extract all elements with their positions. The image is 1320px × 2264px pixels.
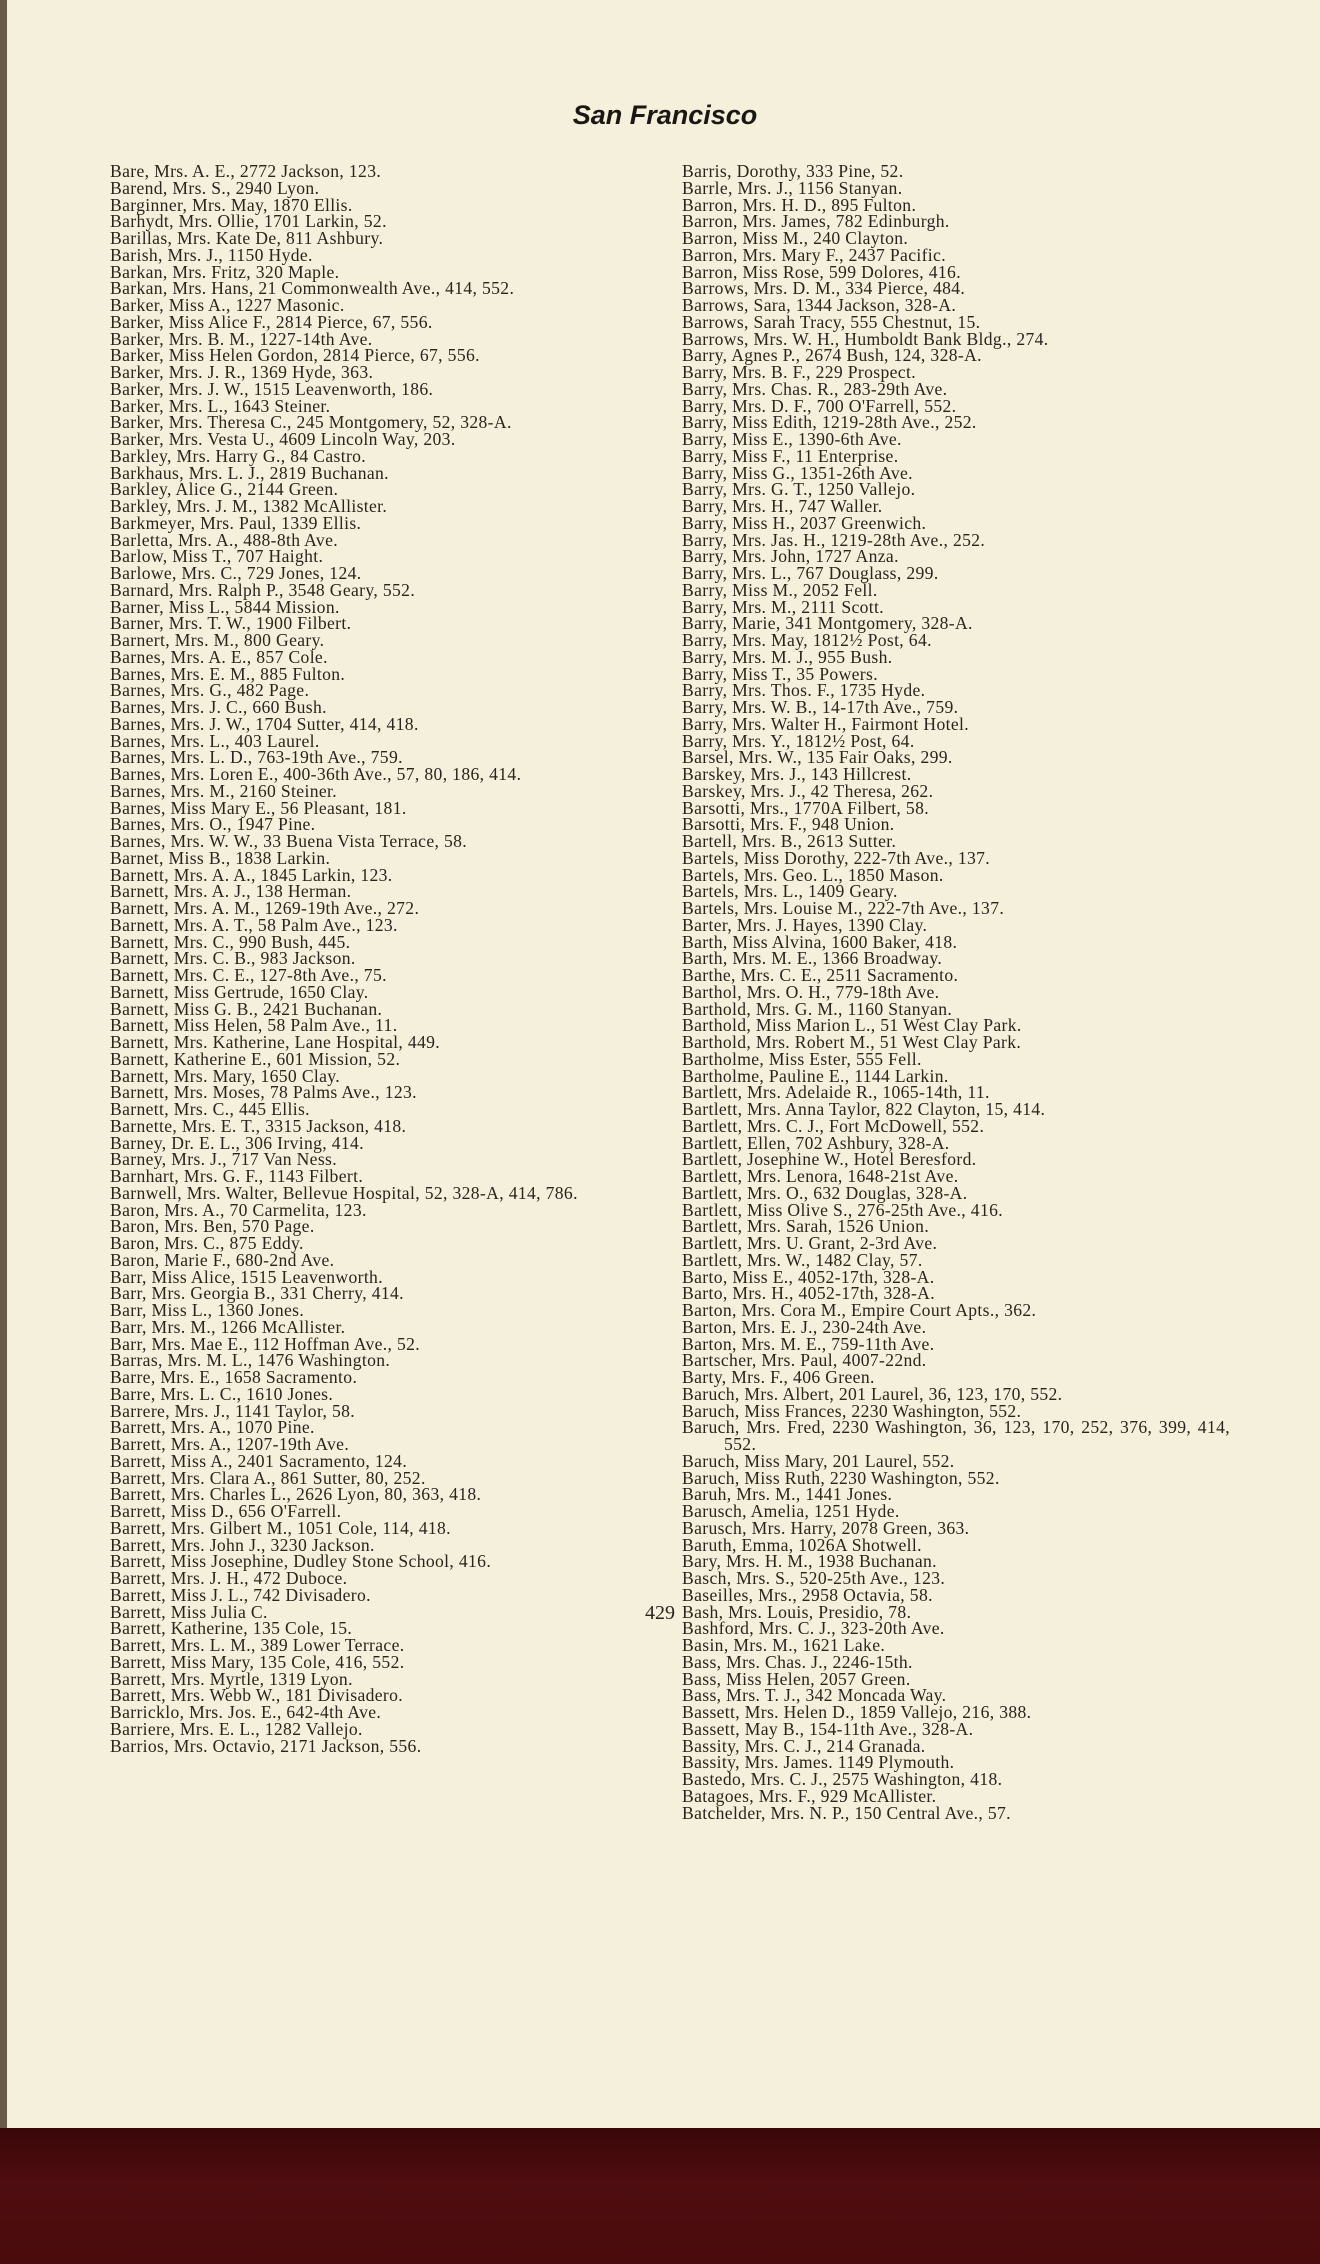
directory-entry: Barkan, Mrs. Hans, 21 Commonwealth Ave., 414, 552. <box>110 278 515 299</box>
directory-entry: Batchelder, Mrs. N. P., 150 Central Ave., 57. <box>682 1802 1011 1823</box>
directory-entry: Barnert, Mrs. M., 800 Geary. <box>110 630 325 650</box>
directory-entry: Bassett, Mrs. Helen D., 1859 Vallejo, 216, 388. <box>682 1702 1032 1722</box>
directory-entry: Bartlett, Mrs. Lenora, 1648-21st Ave. <box>682 1166 959 1186</box>
directory-entry: Barskey, Mrs. J., 42 Theresa, 262. <box>682 780 934 801</box>
directory-entry: Bartlett, Mrs. Adelaide R., 1065-14th, 11. <box>682 1082 990 1103</box>
directory-entry: Bartlett, Mrs. W., 1482 Clay, 57. <box>682 1249 923 1270</box>
page-number: 429 <box>645 1602 675 1624</box>
directory-entry: Bartlett, Miss Olive S., 276-25th Ave., 416. <box>682 1199 1003 1220</box>
directory-entry: Barrett, Katherine, 135 Cole, 15. <box>110 1618 353 1639</box>
directory-entry: Bartlett, Josephine W., Hotel Beresford. <box>682 1149 977 1170</box>
directory-entry: Barry, Mrs. W. B., 14-17th Ave., 759. <box>682 697 959 717</box>
directory-entry: Barnett, Mrs. C., 445 Ellis. <box>110 1099 310 1119</box>
directory-entry: Barnett, Mrs. A. M., 1269-19th Ave., 272. <box>110 898 420 918</box>
directory-entry: Barker, Mrs. B. M., 1227-14th Ave. <box>110 328 373 349</box>
directory-entry: Barron, Mrs. James, 782 Edinburgh. <box>682 211 950 232</box>
directory-entry: Barkley, Alice G., 2144 Green. <box>110 479 339 500</box>
directory-entry: Baruh, Mrs. M., 1441 Jones. <box>682 1484 893 1505</box>
directory-entry: Barkan, Mrs. Fritz, 320 Maple. <box>110 261 340 282</box>
directory-entry: Barr, Miss L., 1360 Jones. <box>110 1300 305 1320</box>
background-surface <box>0 2128 1320 2264</box>
directory-entry: Barnette, Mrs. E. T., 3315 Jackson, 418. <box>110 1115 407 1136</box>
directory-entry: Barthol, Mrs. O. H., 779-18th Ave. <box>682 981 940 1002</box>
directory-entry: Barris, Dorothy, 333 Pine, 52. <box>682 161 904 181</box>
directory-entry: Barnes, Mrs. Loren E., 400-36th Ave., 57, 80, 186, 414. <box>110 764 522 784</box>
directory-entry: Barrett, Miss Julia C. <box>110 1601 268 1622</box>
page-binding-edge <box>0 0 7 2128</box>
directory-entry: Barrett, Mrs. Clara A., 861 Sutter, 80, 252. <box>110 1467 426 1488</box>
directory-entry: Baruth, Emma, 1026A Shotwell. <box>682 1534 922 1555</box>
directory-entry: Barnes, Mrs. J. C., 660 Bush. <box>110 697 327 717</box>
directory-entry: Barrios, Mrs. Octavio, 2171 Jackson, 556. <box>110 1735 422 1756</box>
directory-entry: Bartlett, Mrs. C. J., Fort McDowell, 552. <box>682 1115 985 1136</box>
directory-entry: Barnes, Mrs. G., 482 Page. <box>110 680 310 701</box>
directory-entry: Barth, Miss Alvina, 1600 Baker, 418. <box>682 931 958 952</box>
directory-entry: Barnett, Mrs. C., 990 Bush, 445. <box>110 931 351 952</box>
directory-entry: Barr, Mrs. Georgia B., 331 Cherry, 414. <box>110 1283 404 1304</box>
directory-entry: Barry, Mrs. Y., 1812½ Post, 64. <box>682 730 915 751</box>
directory-entry: Barner, Mrs. T. W., 1900 Filbert. <box>110 613 352 634</box>
page-title: San Francisco <box>572 100 758 130</box>
directory-entry: Barlow, Miss T., 707 Haight. <box>110 546 324 567</box>
directory-entry: Barker, Miss Alice F., 2814 Pierce, 67, 556. <box>110 311 433 332</box>
directory-entry: Barron, Miss M., 240 Clayton. <box>682 228 909 248</box>
directory-entry: Barnes, Mrs. L., 403 Laurel. <box>110 730 320 751</box>
directory-entry: Barkley, Mrs. J. M., 1382 McAllister. <box>110 496 388 516</box>
directory-entry: Barry, Miss T., 35 Powers. <box>682 663 878 684</box>
directory-entry: Barker, Mrs. Theresa C., 245 Montgomery, 52, 328-A. <box>110 412 512 433</box>
directory-entry: Barnet, Miss B., 1838 Larkin. <box>110 847 331 868</box>
directory-entry: Barrett, Mrs. Myrtle, 1319 Lyon. <box>110 1668 353 1689</box>
directory-entry: Barron, Mrs. Mary F., 2437 Pacific. <box>682 244 946 265</box>
directory-entry: Barnett, Mrs. A. J., 138 Herman. <box>110 881 352 902</box>
directory-entry: Bashford, Mrs. C. J., 323-20th Ave. <box>682 1618 945 1639</box>
directory-entry: Barhydt, Mrs. Ollie, 1701 Larkin, 52. <box>110 211 387 232</box>
directory-entry: Barry, Mrs. M. J., 955 Bush. <box>682 646 893 667</box>
directory-entry: Barrows, Sara, 1344 Jackson, 328-A. <box>682 295 957 315</box>
directory-entry: Barry, Mrs. Thos. F., 1735 Hyde. <box>682 680 926 701</box>
directory-entry: Bartlett, Mrs. U. Grant, 2-3rd Ave. <box>682 1233 938 1253</box>
directory-entry: Bartlett, Mrs. Anna Taylor, 822 Clayton, 15, 414. <box>682 1099 1046 1119</box>
directory-entry: Barton, Mrs. Cora M., Empire Court Apts., 362. <box>682 1300 1037 1320</box>
directory-entry: Barto, Miss E., 4052-17th, 328-A. <box>682 1266 935 1287</box>
directory-entry: Barrett, Mrs. J. H., 472 Duboce. <box>110 1568 348 1588</box>
directory-entry: Barnett, Katherine E., 601 Mission, 52. <box>110 1048 401 1069</box>
directory-entry: Barrle, Mrs. J., 1156 Stanyan. <box>682 177 903 198</box>
directory-entry: Bastedo, Mrs. C. J., 2575 Washington, 418. <box>682 1769 1003 1789</box>
directory-entry: Barry, Mrs. May, 1812½ Post, 64. <box>682 630 932 650</box>
directory-entry: Barton, Mrs. M. E., 759-11th Ave. <box>682 1333 935 1354</box>
directory-entry: Barry, Mrs. H., 747 Waller. <box>682 496 883 516</box>
directory-entry: Barsotti, Mrs. F., 948 Union. <box>682 814 895 835</box>
directory-entry: Barend, Mrs. S., 2940 Lyon. <box>110 177 320 198</box>
directory-entry: Barry, Miss H., 2037 Greenwich. <box>682 512 927 533</box>
directory-entry: Barnes, Mrs. M., 2160 Steiner. <box>110 780 337 801</box>
directory-entry: Barth, Mrs. M. E., 1366 Broadway. <box>682 948 943 969</box>
directory-entry: Barkley, Mrs. Harry G., 84 Castro. <box>110 445 367 466</box>
directory-entry: Bartholme, Pauline E., 1144 Larkin. <box>682 1065 949 1086</box>
directory-entry: Barnett, Mrs. Katherine, Lane Hospital, 449. <box>110 1032 441 1052</box>
directory-entry: Basin, Mrs. M., 1621 Lake. <box>682 1635 886 1655</box>
directory-entry: Barnett, Mrs. C. B., 983 Jackson. <box>110 948 356 969</box>
directory-entry: Barusch, Amelia, 1251 Hyde. <box>682 1501 900 1521</box>
directory-entry: Barrett, Miss Mary, 135 Cole, 416, 552. <box>110 1651 405 1672</box>
directory-entry: Barry, Mrs. Chas. R., 283-29th Ave. <box>682 378 948 399</box>
directory-entry: Baruch, Mrs. Fred, 2230 Washington, 36, 123, 170, 252, 376, 399, 414, 552. <box>682 1417 1230 1454</box>
directory-entry: Barr, Mrs. Mae E., 112 Hoffman Ave., 52. <box>110 1333 421 1354</box>
directory-entry: Basch, Mrs. S., 520-25th Ave., 123. <box>682 1568 946 1588</box>
directory-entry: Barginner, Mrs. May, 1870 Ellis. <box>110 194 353 215</box>
directory-entry: Barnard, Mrs. Ralph P., 3548 Geary, 552. <box>110 579 416 600</box>
directory-entry: Barthold, Mrs. G. M., 1160 Stanyan. <box>682 998 953 1019</box>
directory-entry: Barrett, Mrs. John J., 3230 Jackson. <box>110 1534 375 1555</box>
directory-entry: Barricklo, Mrs. Jos. E., 642-4th Ave. <box>110 1702 382 1722</box>
directory-entry: Barrows, Sarah Tracy, 555 Chestnut, 15. <box>682 311 981 332</box>
directory-entry: Bass, Mrs. T. J., 342 Moncada Way. <box>682 1685 947 1706</box>
directory-entry: Baruch, Miss Mary, 201 Laurel, 552. <box>682 1450 955 1471</box>
left-column <box>110 163 658 1754</box>
directory-entry: Barry, Agnes P., 2674 Bush, 124, 328-A. <box>682 345 982 366</box>
directory-entry: Barrere, Mrs. J., 1141 Taylor, 58. <box>110 1400 355 1421</box>
directory-entry: Barrett, Mrs. Charles L., 2626 Lyon, 80, 363, 418. <box>110 1484 482 1505</box>
directory-entry: Barry, Mrs. John, 1727 Anza. <box>682 546 899 567</box>
directory-entry: Barthold, Miss Marion L., 51 West Clay Park. <box>682 1015 1022 1036</box>
directory-entry: Barr, Mrs. M., 1266 McAllister. <box>110 1316 346 1337</box>
directory-entry: Barillas, Mrs. Kate De, 811 Ashbury. <box>110 228 384 248</box>
directory-entry: Barner, Miss L., 5844 Mission. <box>110 596 340 617</box>
directory-entry: Baron, Mrs. Ben, 570 Page. <box>110 1216 315 1237</box>
directory-entry: Barry, Miss G., 1351-26th Ave. <box>682 462 913 483</box>
directory-entry: Barter, Mrs. J. Hayes, 1390 Clay. <box>682 914 928 935</box>
directory-entry: Barnes, Mrs. E. M., 885 Fulton. <box>110 663 346 684</box>
directory-entry: Baron, Mrs. C., 875 Eddy. <box>110 1233 304 1253</box>
directory-entry: Barre, Mrs. E., 1658 Sacramento. <box>110 1367 358 1387</box>
directory-entry: Baron, Marie F., 680-2nd Ave. <box>110 1249 335 1270</box>
directory-entry: Barnett, Mrs. C. E., 127-8th Ave., 75. <box>110 965 387 985</box>
directory-entry: Barry, Mrs. M., 2111 Scott. <box>682 596 884 617</box>
directory-entry: Barish, Mrs. J., 1150 Hyde. <box>110 244 313 265</box>
directory-entry: Barsel, Mrs. W., 135 Fair Oaks, 299. <box>682 747 953 768</box>
directory-entry: Batagoes, Mrs. F., 929 McAllister. <box>682 1785 937 1806</box>
directory-entry: Barry, Mrs. D. F., 700 O'Farrell, 552. <box>682 395 957 416</box>
directory-entry: Bartlett, Ellen, 702 Ashbury, 328-A. <box>682 1132 950 1153</box>
directory-entry: Barnes, Miss Mary E., 56 Pleasant, 181. <box>110 797 407 818</box>
directory-entry: Barry, Mrs. L., 767 Douglass, 299. <box>682 563 939 583</box>
directory-entry: Barrett, Miss D., 656 O'Farrell. <box>110 1501 342 1521</box>
directory-entry: Barker, Mrs. Vesta U., 4609 Lincoln Way, 203. <box>110 429 456 449</box>
directory-entry: Barnes, Mrs. W. W., 33 Buena Vista Terrace, 58. <box>110 831 468 851</box>
directory-entry: Bash, Mrs. Louis, Presidio, 78. <box>682 1601 912 1622</box>
directory-entry: Barnett, Miss Gertrude, 1650 Clay. <box>110 981 369 1002</box>
directory-entry: Bartell, Mrs. B., 2613 Sutter. <box>682 831 897 851</box>
directory-entry: Barusch, Mrs. Harry, 2078 Green, 363. <box>682 1517 970 1538</box>
directory-entry: Barlowe, Mrs. C., 729 Jones, 124. <box>110 563 362 583</box>
directory-entry: Barnes, Mrs. A. E., 857 Cole. <box>110 646 328 667</box>
directory-entry: Barnhart, Mrs. G. F., 1143 Filbert. <box>110 1166 364 1186</box>
directory-entry: Barry, Miss E., 1390-6th Ave. <box>682 429 902 449</box>
directory-entry: Barnwell, Mrs. Walter, Bellevue Hospital, 52, 328-A, 414, 786. <box>110 1182 578 1203</box>
directory-entry: Barr, Miss Alice, 1515 Leavenworth. <box>110 1266 383 1287</box>
directory-entry: Barre, Mrs. L. C., 1610 Jones. <box>110 1383 334 1404</box>
directory-entry: Barskey, Mrs. J., 143 Hillcrest. <box>682 764 912 784</box>
directory-entry: Bartels, Miss Dorothy, 222-7th Ave., 137. <box>682 847 991 868</box>
directory-entry: Barnett, Mrs. Moses, 78 Palms Ave., 123. <box>110 1082 417 1103</box>
directory-entry: Baseilles, Mrs., 2958 Octavia, 58. <box>682 1584 933 1605</box>
directory-entry: Barnett, Miss G. B., 2421 Buchanan. <box>110 998 383 1019</box>
directory-entry: Bartholme, Miss Ester, 555 Fell. <box>682 1048 922 1069</box>
directory-entry: Barker, Miss A., 1227 Masonic. <box>110 295 345 315</box>
directory-entry: Barker, Mrs. J. R., 1369 Hyde, 363. <box>110 362 374 382</box>
directory-entry: Barkhaus, Mrs. L. J., 2819 Buchanan. <box>110 462 389 483</box>
directory-entry: Bartels, Mrs. Louise M., 222-7th Ave., 137. <box>682 898 1005 918</box>
directory-entry: Bartlett, Mrs. Sarah, 1526 Union. <box>682 1216 930 1237</box>
directory-entry: Barsotti, Mrs., 1770A Filbert, 58. <box>682 797 929 818</box>
directory-entry: Barnes, Mrs. J. W., 1704 Sutter, 414, 418. <box>110 713 419 734</box>
directory-entry: Bartlett, Mrs. O., 632 Douglas, 328-A. <box>682 1182 968 1203</box>
directory-entry: Bartels, Mrs. L., 1409 Geary. <box>682 881 898 902</box>
directory-entry: Bare, Mrs. A. E., 2772 Jackson, 123. <box>110 161 382 181</box>
directory-entry: Barrett, Mrs. Gilbert M., 1051 Cole, 114, 418. <box>110 1517 451 1538</box>
directory-entry: Bartels, Mrs. Geo. L., 1850 Mason. <box>682 864 944 885</box>
directory-entry: Baruch, Miss Ruth, 2230 Washington, 552. <box>682 1467 1000 1488</box>
directory-entry: Barletta, Mrs. A., 488-8th Ave. <box>110 529 338 550</box>
directory-entry: Bassity, Mrs. C. J., 214 Granada. <box>682 1735 926 1756</box>
directory-entry: Barthold, Mrs. Robert M., 51 West Clay Park. <box>682 1032 1022 1052</box>
directory-entry: Bartscher, Mrs. Paul, 4007-22nd. <box>682 1350 927 1371</box>
directory-entry: Barrett, Mrs. A., 1070 Pine. <box>110 1417 315 1438</box>
directory-entry: Barnett, Mrs. A. T., 58 Palm Ave., 123. <box>110 914 398 935</box>
directory-entry: Barto, Mrs. H., 4052-17th, 328-A. <box>682 1283 935 1304</box>
directory-entry: Barry, Mrs. Jas. H., 1219-28th Ave., 252. <box>682 529 986 550</box>
directory-entry: Bass, Mrs. Chas. J., 2246-15th. <box>682 1651 913 1672</box>
directory-entry: Barrett, Mrs. A., 1207-19th Ave. <box>110 1434 350 1454</box>
directory-entry: Baruch, Mrs. Albert, 201 Laurel, 36, 123, 170, 552. <box>682 1383 1063 1404</box>
directory-entry: Barrett, Mrs. L. M., 389 Lower Terrace. <box>110 1635 405 1655</box>
directory-entry: Barnes, Mrs. L. D., 763-19th Ave., 759. <box>110 747 403 768</box>
directory-entry: Baruch, Miss Frances, 2230 Washington, 552. <box>682 1400 1022 1421</box>
directory-entry: Barrett, Miss J. L., 742 Divisadero. <box>110 1584 371 1605</box>
directory-entry: Bassity, Mrs. James. 1149 Plymouth. <box>682 1752 955 1773</box>
directory-entry: Barker, Mrs. L., 1643 Steiner. <box>110 395 331 416</box>
directory-entry: Barney, Dr. E. L., 306 Irving, 414. <box>110 1132 364 1153</box>
directory-entry: Barry, Mrs. G. T., 1250 Vallejo. <box>682 479 916 500</box>
directory-entry: Barnett, Miss Helen, 58 Palm Ave., 11. <box>110 1015 398 1036</box>
directory-entry: Barron, Miss Rose, 599 Dolores, 416. <box>682 261 961 282</box>
directory-entry: Barry, Mrs. B. F., 229 Prospect. <box>682 362 916 382</box>
directory-entry: Bary, Mrs. H. M., 1938 Buchanan. <box>682 1551 937 1572</box>
directory-entry: Baron, Mrs. A., 70 Carmelita, 123. <box>110 1199 367 1220</box>
directory-entry: Barry, Miss Edith, 1219-28th Ave., 252. <box>682 412 977 433</box>
directory-entry: Bass, Miss Helen, 2057 Green. <box>682 1668 911 1689</box>
directory-entry: Barker, Mrs. J. W., 1515 Leavenworth, 186. <box>110 378 434 399</box>
directory-entry: Barrows, Mrs. W. H., Humboldt Bank Bldg., 274. <box>682 328 1049 349</box>
directory-entry: Barry, Marie, 341 Montgomery, 328-A. <box>682 613 973 634</box>
directory-entry: Bassett, May B., 154-11th Ave., 328-A. <box>682 1718 974 1739</box>
directory-entry: Barnett, Mrs. Mary, 1650 Clay. <box>110 1065 341 1086</box>
directory-entry: Barron, Mrs. H. D., 895 Fulton. <box>682 194 917 215</box>
directory-entry: Barras, Mrs. M. L., 1476 Washington. <box>110 1350 391 1371</box>
directory-entry: Barry, Miss M., 2052 Fell. <box>682 579 878 600</box>
directory-entry: Barrett, Mrs. Webb W., 181 Divisadero. <box>110 1685 404 1706</box>
right-column <box>682 163 1230 1821</box>
directory-entry: Barrett, Miss A., 2401 Sacramento, 124. <box>110 1450 408 1471</box>
directory-entry: Barrett, Miss Josephine, Dudley Stone School, 416. <box>110 1551 492 1572</box>
directory-entry: Barry, Miss F., 11 Enterprise. <box>682 445 899 466</box>
directory-entry: Barkmeyer, Mrs. Paul, 1339 Ellis. <box>110 512 362 533</box>
directory-entry: Barney, Mrs. J., 717 Van Ness. <box>110 1149 337 1170</box>
directory-entry: Barriere, Mrs. E. L., 1282 Vallejo. <box>110 1718 363 1739</box>
directory-entry: Barrows, Mrs. D. M., 334 Pierce, 484. <box>682 278 966 299</box>
directory-entry: Barton, Mrs. E. J., 230-24th Ave. <box>682 1316 927 1337</box>
directory-entry: Barry, Mrs. Walter H., Fairmont Hotel. <box>682 713 969 734</box>
directory-entry: Barker, Miss Helen Gordon, 2814 Pierce, 67, 556. <box>110 345 480 366</box>
directory-entry: Barnett, Mrs. A. A., 1845 Larkin, 123. <box>110 864 393 885</box>
directory-entry: Barthe, Mrs. C. E., 2511 Sacramento. <box>682 965 959 985</box>
directory-entry: Barty, Mrs. F., 406 Green. <box>682 1367 875 1387</box>
directory-entry: Barnes, Mrs. O., 1947 Pine. <box>110 814 316 835</box>
